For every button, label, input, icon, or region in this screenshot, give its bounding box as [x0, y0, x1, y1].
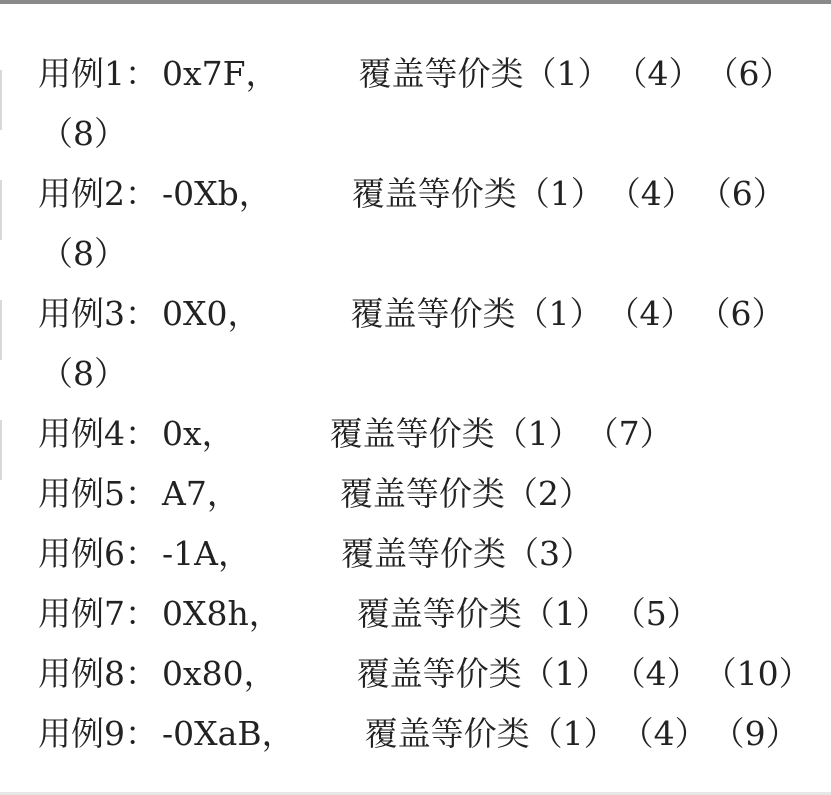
- test-case-line: [38, 284, 798, 344]
- equivalence-class-ref: （6）: [698, 174, 786, 213]
- equivalence-class-ref: （6）: [697, 294, 785, 333]
- test-case-separator: ：: [125, 174, 158, 213]
- test-case-separator: ：: [125, 294, 158, 333]
- coverage-label: 覆盖等价类: [350, 294, 516, 333]
- test-case-line: [38, 524, 798, 584]
- equivalence-class-ref: （5）: [612, 594, 700, 633]
- equivalence-class-ref: （1）: [523, 54, 611, 93]
- test-case-item: [38, 644, 812, 704]
- equivalence-class-ref: （6）: [705, 54, 793, 93]
- test-input-value: 0x，: [162, 414, 235, 453]
- test-case-separator: ：: [125, 474, 158, 513]
- coverage-label: 覆盖等价类: [356, 594, 522, 633]
- test-case-item: [38, 464, 798, 524]
- coverage-label: 覆盖等价类: [358, 54, 524, 93]
- test-case-line: [38, 704, 798, 764]
- equivalence-class-ref: （10）: [703, 654, 812, 693]
- test-case-item: [38, 44, 798, 164]
- equivalence-class-ref: （1）: [529, 714, 617, 753]
- test-case-separator: ：: [125, 534, 158, 573]
- coverage-label: 覆盖等价类: [340, 534, 506, 573]
- test-case-label: 用例6: [38, 534, 125, 573]
- test-case-line: [38, 584, 798, 644]
- test-input-value: A7，: [162, 474, 240, 513]
- test-case-item: [38, 284, 798, 404]
- test-case-separator: ：: [125, 714, 158, 753]
- test-case-label: 用例9: [38, 714, 125, 753]
- test-case-wrap-line: [38, 344, 798, 404]
- left-edge-mark: [0, 180, 2, 240]
- test-case-item: [38, 584, 798, 644]
- left-edge-mark: [0, 70, 2, 130]
- test-input-value: -1A，: [162, 534, 251, 573]
- test-case-wrap-line: [38, 104, 798, 164]
- coverage-label: 覆盖等价类: [351, 174, 517, 213]
- equivalence-class-ref: （4）: [620, 714, 708, 753]
- equivalence-class-ref: （4）: [607, 174, 695, 213]
- test-case-separator: ：: [125, 54, 158, 93]
- test-input-value: 0X0，: [162, 294, 261, 333]
- equivalence-class-ref: （4）: [606, 294, 694, 333]
- equivalence-class-ref: （8）: [40, 354, 127, 393]
- test-case-label: 用例8: [38, 654, 125, 693]
- test-case-line: [38, 164, 798, 224]
- equivalence-class-ref: （2）: [504, 474, 592, 513]
- equivalence-class-ref: （1）: [515, 294, 603, 333]
- test-case-line: [38, 464, 798, 524]
- coverage-label: 覆盖等价类: [364, 714, 530, 753]
- test-input-value: -0Xb，: [162, 174, 272, 213]
- test-case-item: [38, 524, 798, 584]
- test-input-value: 0X8h，: [162, 594, 282, 633]
- top-border: [0, 0, 831, 4]
- test-case-separator: ：: [125, 594, 158, 633]
- test-case-list: [38, 44, 812, 764]
- equivalence-class-ref: （1）: [516, 174, 604, 213]
- coverage-label: 覆盖等价类: [339, 474, 505, 513]
- equivalence-class-ref: （1）: [521, 594, 609, 633]
- coverage-label: 覆盖等价类: [329, 414, 495, 453]
- left-edge-mark: [0, 420, 2, 480]
- test-case-line: [38, 404, 798, 464]
- test-case-item: [38, 704, 798, 764]
- left-edge-mark: [0, 300, 2, 360]
- test-case-separator: ：: [125, 654, 158, 693]
- test-input-value: 0x7F，: [162, 54, 279, 93]
- test-case-item: [38, 164, 798, 284]
- test-case-line: [38, 44, 798, 104]
- equivalence-class-ref: （8）: [40, 114, 127, 153]
- test-input-value: 0x80，: [162, 654, 277, 693]
- equivalence-class-ref: （7）: [585, 414, 673, 453]
- test-case-label: 用例1: [38, 54, 125, 93]
- equivalence-class-ref: （1）: [521, 654, 609, 693]
- test-case-wrap-line: [38, 224, 798, 284]
- test-case-label: 用例2: [38, 174, 125, 213]
- equivalence-class-ref: （3）: [505, 534, 593, 573]
- test-case-label: 用例7: [38, 594, 125, 633]
- equivalence-class-ref: （9）: [711, 714, 799, 753]
- test-input-value: -0XaB，: [162, 714, 295, 753]
- coverage-label: 覆盖等价类: [356, 654, 522, 693]
- test-case-separator: ：: [125, 414, 158, 453]
- equivalence-class-ref: （8）: [40, 234, 127, 273]
- test-case-label: 用例3: [38, 294, 125, 333]
- test-case-item: [38, 404, 798, 464]
- test-case-label: 用例4: [38, 414, 125, 453]
- equivalence-class-ref: （4）: [612, 654, 700, 693]
- equivalence-class-ref: （1）: [494, 414, 582, 453]
- test-case-line: [38, 644, 812, 704]
- equivalence-class-ref: （4）: [614, 54, 702, 93]
- test-case-label: 用例5: [38, 474, 125, 513]
